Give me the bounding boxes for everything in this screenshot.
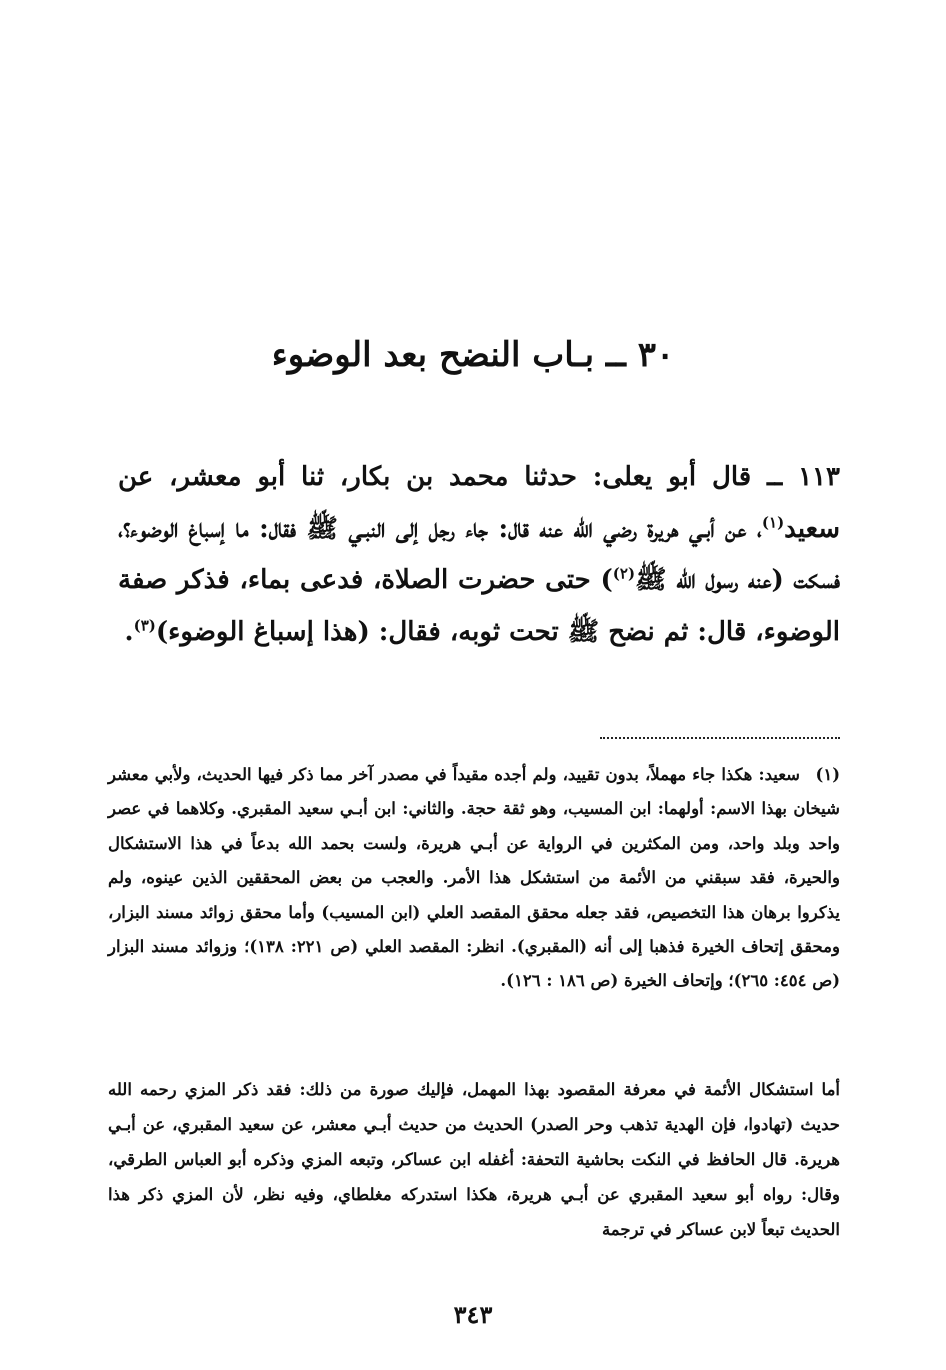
footnote-continuation: أما استشكال الأئمة في معرفة المقصود بهذا المهمل، فإليك صورة من ذلك: فقد ذكر المزي رحمه الله حديث (تهادوا، فإن الهدية تذهب وحر الصدر) الحديث من حديث أبـي معشر، عن سعيد المقبري، عن أبـي هريرة. قال الحافظ في النكت بحاشية التحفة: أغفله ابن عساكر، وتبعه المزي وذكره أبو العباس الطرقي، وقال: رواه أبو سعيد المقبري عن أبـي هريرة، هكذا استدركه مغلطاي، وفيه نظر، لأن المزي ذكر هذا الحديث تبعاً لابن عساكر في ترجمة bbox=[108, 1080, 840, 1239]
hadith-text-part: . bbox=[124, 616, 134, 647]
hadith-text-part: ) حتى حضرت الصلاة، فدعى بماء، فذكر صفة الوضوء، قال: ثم نضح ﷺ تحت ثوبه، فقال: (هذا إسباغ الوضوء) bbox=[118, 565, 840, 647]
footnote-ref[interactable]: (٣) bbox=[133, 615, 156, 634]
footnote-text: سعيد: هكذا جاء مهملاً، بدون تقييد، ولم أجده مقيداً في مصدر آخر مما ذكر فيها الحديث، ولأبي معشر شيخان بهذا الاسم: أولهما: ابن المسيب، وهو ثقة حجة. والثاني: ابن أبـي سعيد المقبري. وكلاهما في عصر واحد وبلد واحد، ومن المكثرين في الرواية عن أبـي هريرة، ولست بحمد الله بدعاً في هذا الاستشكال والحيرة، فقد سبقني من الأئمة من استشكل هذا الأمر. والعجب من بعض المحققين الذين عينوه، ولم يذكروا برهان هذا التخصيص، فقد جعله محقق المقصد العلي (ابن المسيب) وأما محقق زوائد مسند البزار، ومحقق إتحاف الخيرة فذهبا إلى أنه (المقبري). انظر: المقصد العلي (ص ٢٢١: ١٣٨)؛ وزوائد مسند البزار (ص ٤٥٤: ٢٦٥)؛ وإتحاف الخيرة (ص ١٨٦ : ١٢٦). bbox=[108, 765, 840, 991]
hadith-paragraph bbox=[118, 452, 840, 658]
hadith-number: ١١٣ ــ bbox=[767, 462, 840, 492]
hadith-text-part: قال أبو يعلى: حدثنا محمد بن بكار، ثنا أبو معشر، عن سعيد bbox=[118, 462, 840, 544]
footnote-ref[interactable]: (٢) bbox=[612, 564, 636, 583]
footnote-ref[interactable]: (١) bbox=[761, 512, 785, 531]
hadith-text-part: ، عن أبـي هريرة رضي الله عنه قال: جاء رجل إلى النبـي ﷺ فقال: ما إسباغ الوضوء؟، فسكت (عنه رسول الله ﷺ bbox=[118, 513, 840, 595]
footnote-marker: (١) bbox=[815, 765, 840, 784]
page-number: ٣٤٣ bbox=[453, 1300, 493, 1329]
footnote-separator bbox=[600, 737, 840, 739]
footnote bbox=[108, 758, 840, 999]
chapter-title: ٣٠ ــ بـاب النضح بعد الوضوء bbox=[271, 335, 675, 375]
